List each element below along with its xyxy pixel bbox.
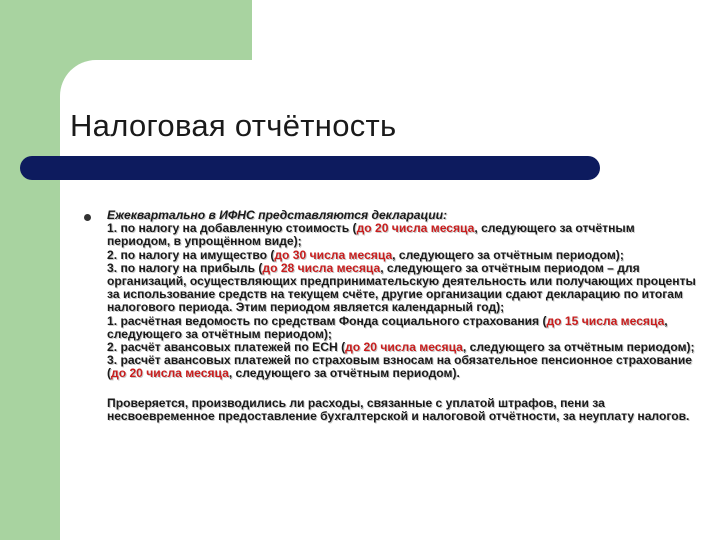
deadline-highlight: до 28 числа месяца: [262, 260, 381, 275]
slide-title: Налоговая отчётность: [70, 108, 397, 143]
intro-text: Ежеквартально в ИФНС представляются декларации:: [107, 208, 448, 222]
list-item: [107, 222, 699, 248]
list-item: [107, 315, 699, 341]
item-text: 1. расчётная ведомость по средствам Фонда социального страхования (: [107, 313, 547, 328]
list-item: [107, 354, 699, 380]
item-text: 3. расчёт авансовых платежей по страховым взносам на обязательное пенсионное страхование (: [107, 353, 692, 381]
paragraph-gap: [107, 381, 699, 397]
slide-body: [107, 209, 699, 423]
item-text: 1. по налогу на добавленную стоимость (: [107, 221, 357, 236]
bullet-icon: [84, 214, 91, 221]
deadline-highlight: до 15 числа месяца: [546, 313, 665, 328]
deadline-highlight: до 20 числа месяца: [356, 221, 475, 236]
deadline-highlight: до 20 числа месяца: [111, 366, 229, 381]
item-text: 2. по налогу на имущество (: [107, 247, 275, 262]
item-text: , следующего за отчётным периодом – для организаций, осуществляющих предпринимательскую деятельность или получающих проценты за использование средств на текущем счёте, другие организации сдают декларацию по итогам налогового периода. Этим периодом является календарный год);: [107, 260, 696, 315]
deadline-highlight: до 30 числа месяца: [274, 247, 393, 262]
item-text: 3. по налогу на прибыль (: [107, 260, 263, 275]
title-underline-bar: [20, 156, 600, 180]
deadline-highlight: до 20 числа месяца: [345, 340, 463, 355]
list-item: [107, 262, 699, 315]
item-text: , следующего за отчётным периодом);: [392, 247, 624, 262]
footer-text: Проверяется, производились ли расходы, связанные с уплатой штрафов, пени за несвоевременное предоставление бухгалтерской и налоговой отчётности, за неуплату налогов.: [107, 395, 690, 423]
item-text: , следующего за отчётным периодом);: [107, 313, 668, 341]
item-text: , следующего за отчётным периодом);: [462, 340, 695, 355]
item-text: , следующего за отчётным периодом, в упрощённом виде);: [107, 221, 635, 249]
item-text: , следующего за отчётным периодом).: [228, 366, 460, 381]
item-text: 2. расчёт авансовых платежей по ЕСН (: [107, 340, 346, 355]
